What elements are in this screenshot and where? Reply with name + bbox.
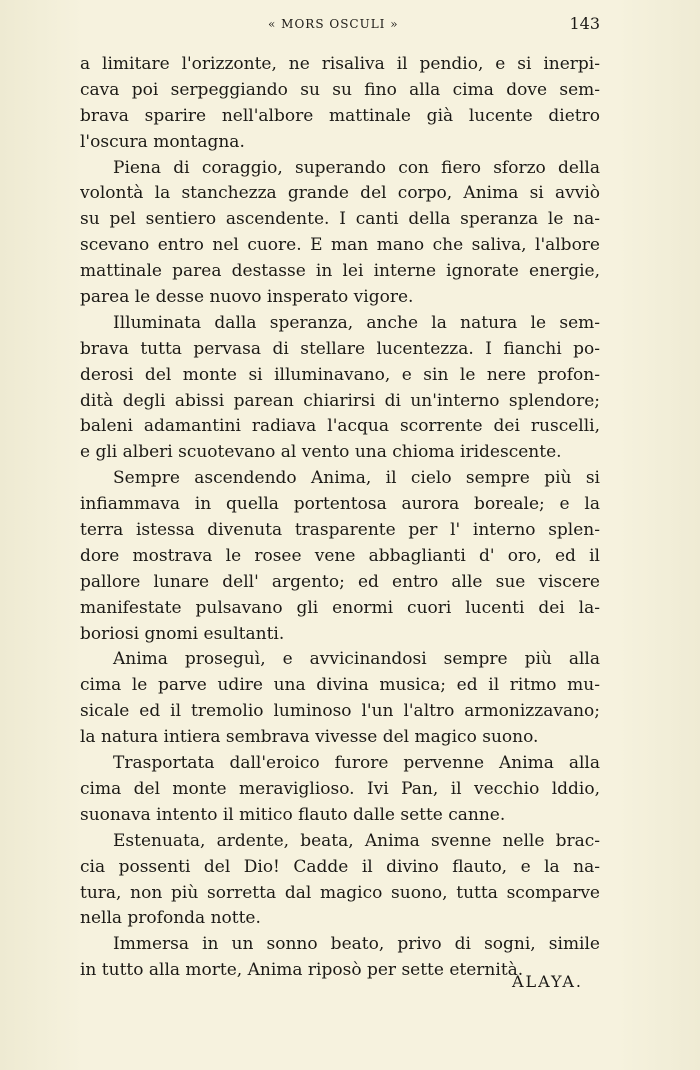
page-number: 143 — [569, 14, 600, 33]
text-line: mattinale parea destasse in lei interne ignorate energie, — [80, 261, 600, 282]
text-line: brava sparire nell'albore mattinale già lucente dietro — [80, 105, 600, 126]
text-line: parea le desse nuovo insperato vigore. — [80, 287, 414, 308]
running-head — [0, 12, 700, 36]
text-line: e gli alberi scuotevano al vento una chioma iridescente. — [80, 442, 562, 463]
text-line: Sempre ascendendo Anima, il cielo sempre più si — [113, 468, 600, 489]
text-line: terra istessa divenuta trasparente per l' interno splen- — [80, 520, 600, 541]
text-line: brava tutta pervasa di stellare lucentezza. I fianchi po- — [80, 338, 600, 359]
text-line: la natura intiera sembrava vivesse del magico suono. — [80, 727, 539, 748]
text-line: cia possenti del Dio! Cadde il divino flauto, e la na- — [80, 856, 600, 877]
text-line: cava poi serpeggiando su su fino alla cima dove sem- — [80, 79, 600, 100]
text-line: baleni adamantini radiava l'acqua scorrente dei ruscelli, — [80, 416, 600, 437]
text-line: cima le parve udire una divina musica; ed il ritmo mu- — [80, 675, 600, 696]
running-title: « MORS OSCULI » — [268, 17, 399, 31]
text-line: manifestate pulsavano gli enormi cuori lucenti dei la- — [80, 597, 600, 618]
body-text — [80, 52, 600, 984]
text-line: Estenuata, ardente, beata, Anima svenne nelle brac- — [113, 830, 600, 851]
author-signature: ALAYA. — [511, 972, 583, 991]
text-line: scevano entro nel cuore. E man mano che saliva, l'albore — [80, 235, 600, 256]
text-line: volontà la stanchezza grande del corpo, Anima si avviò — [80, 183, 600, 204]
text-line: dore mostrava le rosee vene abbaglianti d' oro, ed il — [80, 545, 600, 566]
text-line: suonava intento il mitico flauto dalle sette canne. — [80, 804, 506, 825]
text-line: in tutto alla morte, Anima riposò per sette eternità. — [80, 960, 524, 981]
text-line: Trasportata dall'eroico furore pervenne Anima alla — [113, 753, 600, 774]
text-line: dità degli abissi parean chiarirsi di un'interno splendore; — [80, 390, 600, 411]
text-line: infiammava in quella portentosa aurora boreale; e la — [80, 494, 600, 515]
text-line: a limitare l'orizzonte, ne risaliva il pendio, e si inerpi- — [80, 54, 600, 74]
text-line: sicale ed il tremolio luminoso l'un l'altro armonizzavano; — [80, 701, 600, 722]
text-line: Illuminata dalla speranza, anche la natura le sem- — [113, 312, 600, 333]
text-line: boriosi gnomi esultanti. — [80, 623, 285, 644]
text-line: Piena di coraggio, superando con fiero sforzo della — [113, 157, 600, 178]
text-line: pallore lunare dell' argento; ed entro alle sue viscere — [80, 571, 600, 592]
text-line: tura, non più sorretta dal magico suono, tutta scomparve — [80, 882, 600, 903]
text-line: Anima proseguì, e avvicinandosi sempre più alla — [113, 649, 600, 670]
text-line: Immersa in un sonno beato, privo di sogni, simile — [113, 934, 600, 955]
text-line: nella profonda notte. — [80, 908, 261, 929]
text-line: derosi del monte si illuminavano, e sin le nere profon- — [80, 364, 600, 385]
text-line: cima del monte meraviglioso. Ivi Pan, il vecchio lddio, — [80, 778, 600, 799]
text-line: su pel sentiero ascendente. I canti della speranza le na- — [80, 209, 600, 230]
text-line: l'oscura montagna. — [80, 131, 245, 152]
